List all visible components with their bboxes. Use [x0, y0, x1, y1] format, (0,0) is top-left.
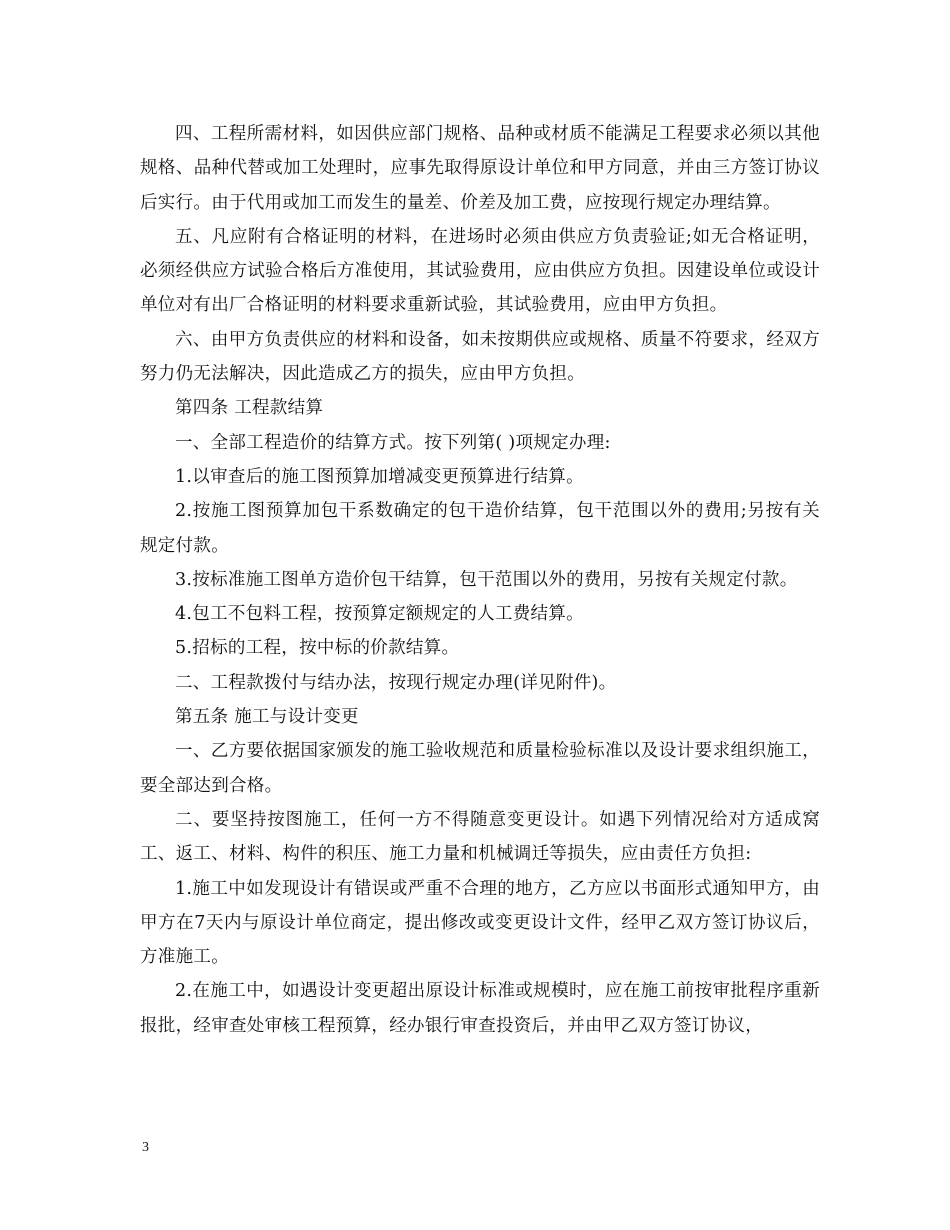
list-item-settlement-4: 4.包工不包料工程，按预算定额规定的人工费结算。	[175, 604, 584, 625]
list-item-design-change-2: 2.在施工中，如遇设计变更超出原设计标准或规模时，应在施工前按审批程序重新报批，经审查处审核工程预算，经办银行审查投资后，并由甲乙双方签订协议，	[140, 981, 820, 1036]
paragraph-design-change-rule: 二、要坚持按图施工，任何一方不得随意变更设计。如遇下列情况给对方适成窝工、返工、材料、构件的积压、施工力量和机械调迁等损失，应由责任方负担:	[140, 809, 820, 865]
paragraph-settlement-method: 一、全部工程造价的结算方式。按下列第( )项规定办理:	[175, 432, 611, 453]
section-heading-article-4: 第四条 工程款结算	[175, 398, 324, 419]
paragraph-material-substitution: 四、工程所需材料，如因供应部门规格、品种或材质不能满足工程要求必须以其他规格、品种代替或加工处理时，应事先取得原设计单位和甲方同意，并由三方签订协议后实行。由于代用或加工而发生的量差、价差及加工费，应按现行规定办理结算。	[140, 124, 820, 213]
list-item-settlement-3: 3.按标准施工图单方造价包干结算，包干范围以外的费用，另按有关规定付款。	[175, 569, 798, 590]
page-number: 3	[142, 1140, 149, 1155]
paragraph-payment-method: 二、工程款拨付与结办法，按现行规定办理(详见附件)。	[175, 672, 617, 693]
list-item-design-change-1: 1.施工中如发现设计有错误或严重不合理的地方，乙方应以书面形式通知甲方，由甲方在7天内与原设计单位商定，提出修改或变更设计文件，经甲乙双方签订协议后，方准施工。	[140, 878, 820, 968]
list-item-settlement-5: 5.招标的工程，按中标的价款结算。	[175, 638, 460, 659]
list-item-settlement-1: 1.以审查后的施工图预算加增减变更预算进行结算。	[175, 466, 584, 487]
paragraph-material-certification: 五、凡应附有合格证明的材料，在进场时必须由供应方负责验证;如无合格证明，必须经供应方试验合格后方准使用，其试验费用，应由供应方负担。因建设单位或设计单位对有出厂合格证明的材料要求重新试验，其试验费用，应由甲方负担。	[140, 226, 820, 316]
paragraph-supply-delay: 六、由甲方负责供应的材料和设备，如未按期供应或规格、质量不符要求，经双方努力仍无法解决，因此造成乙方的损失，应由甲方负担。	[140, 329, 820, 385]
paragraph-construction-standards: 一、乙方要依据国家颁发的施工验收规范和质量检验标准以及设计要求组织施工，要全部达到合格。	[140, 741, 820, 796]
section-heading-article-5: 第五条 施工与设计变更	[175, 707, 359, 728]
list-item-settlement-2: 2.按施工图预算加包干系数确定的包干造价结算，包干范围以外的费用;另按有关规定付款。	[140, 501, 820, 556]
document-body	[140, 117, 820, 1043]
